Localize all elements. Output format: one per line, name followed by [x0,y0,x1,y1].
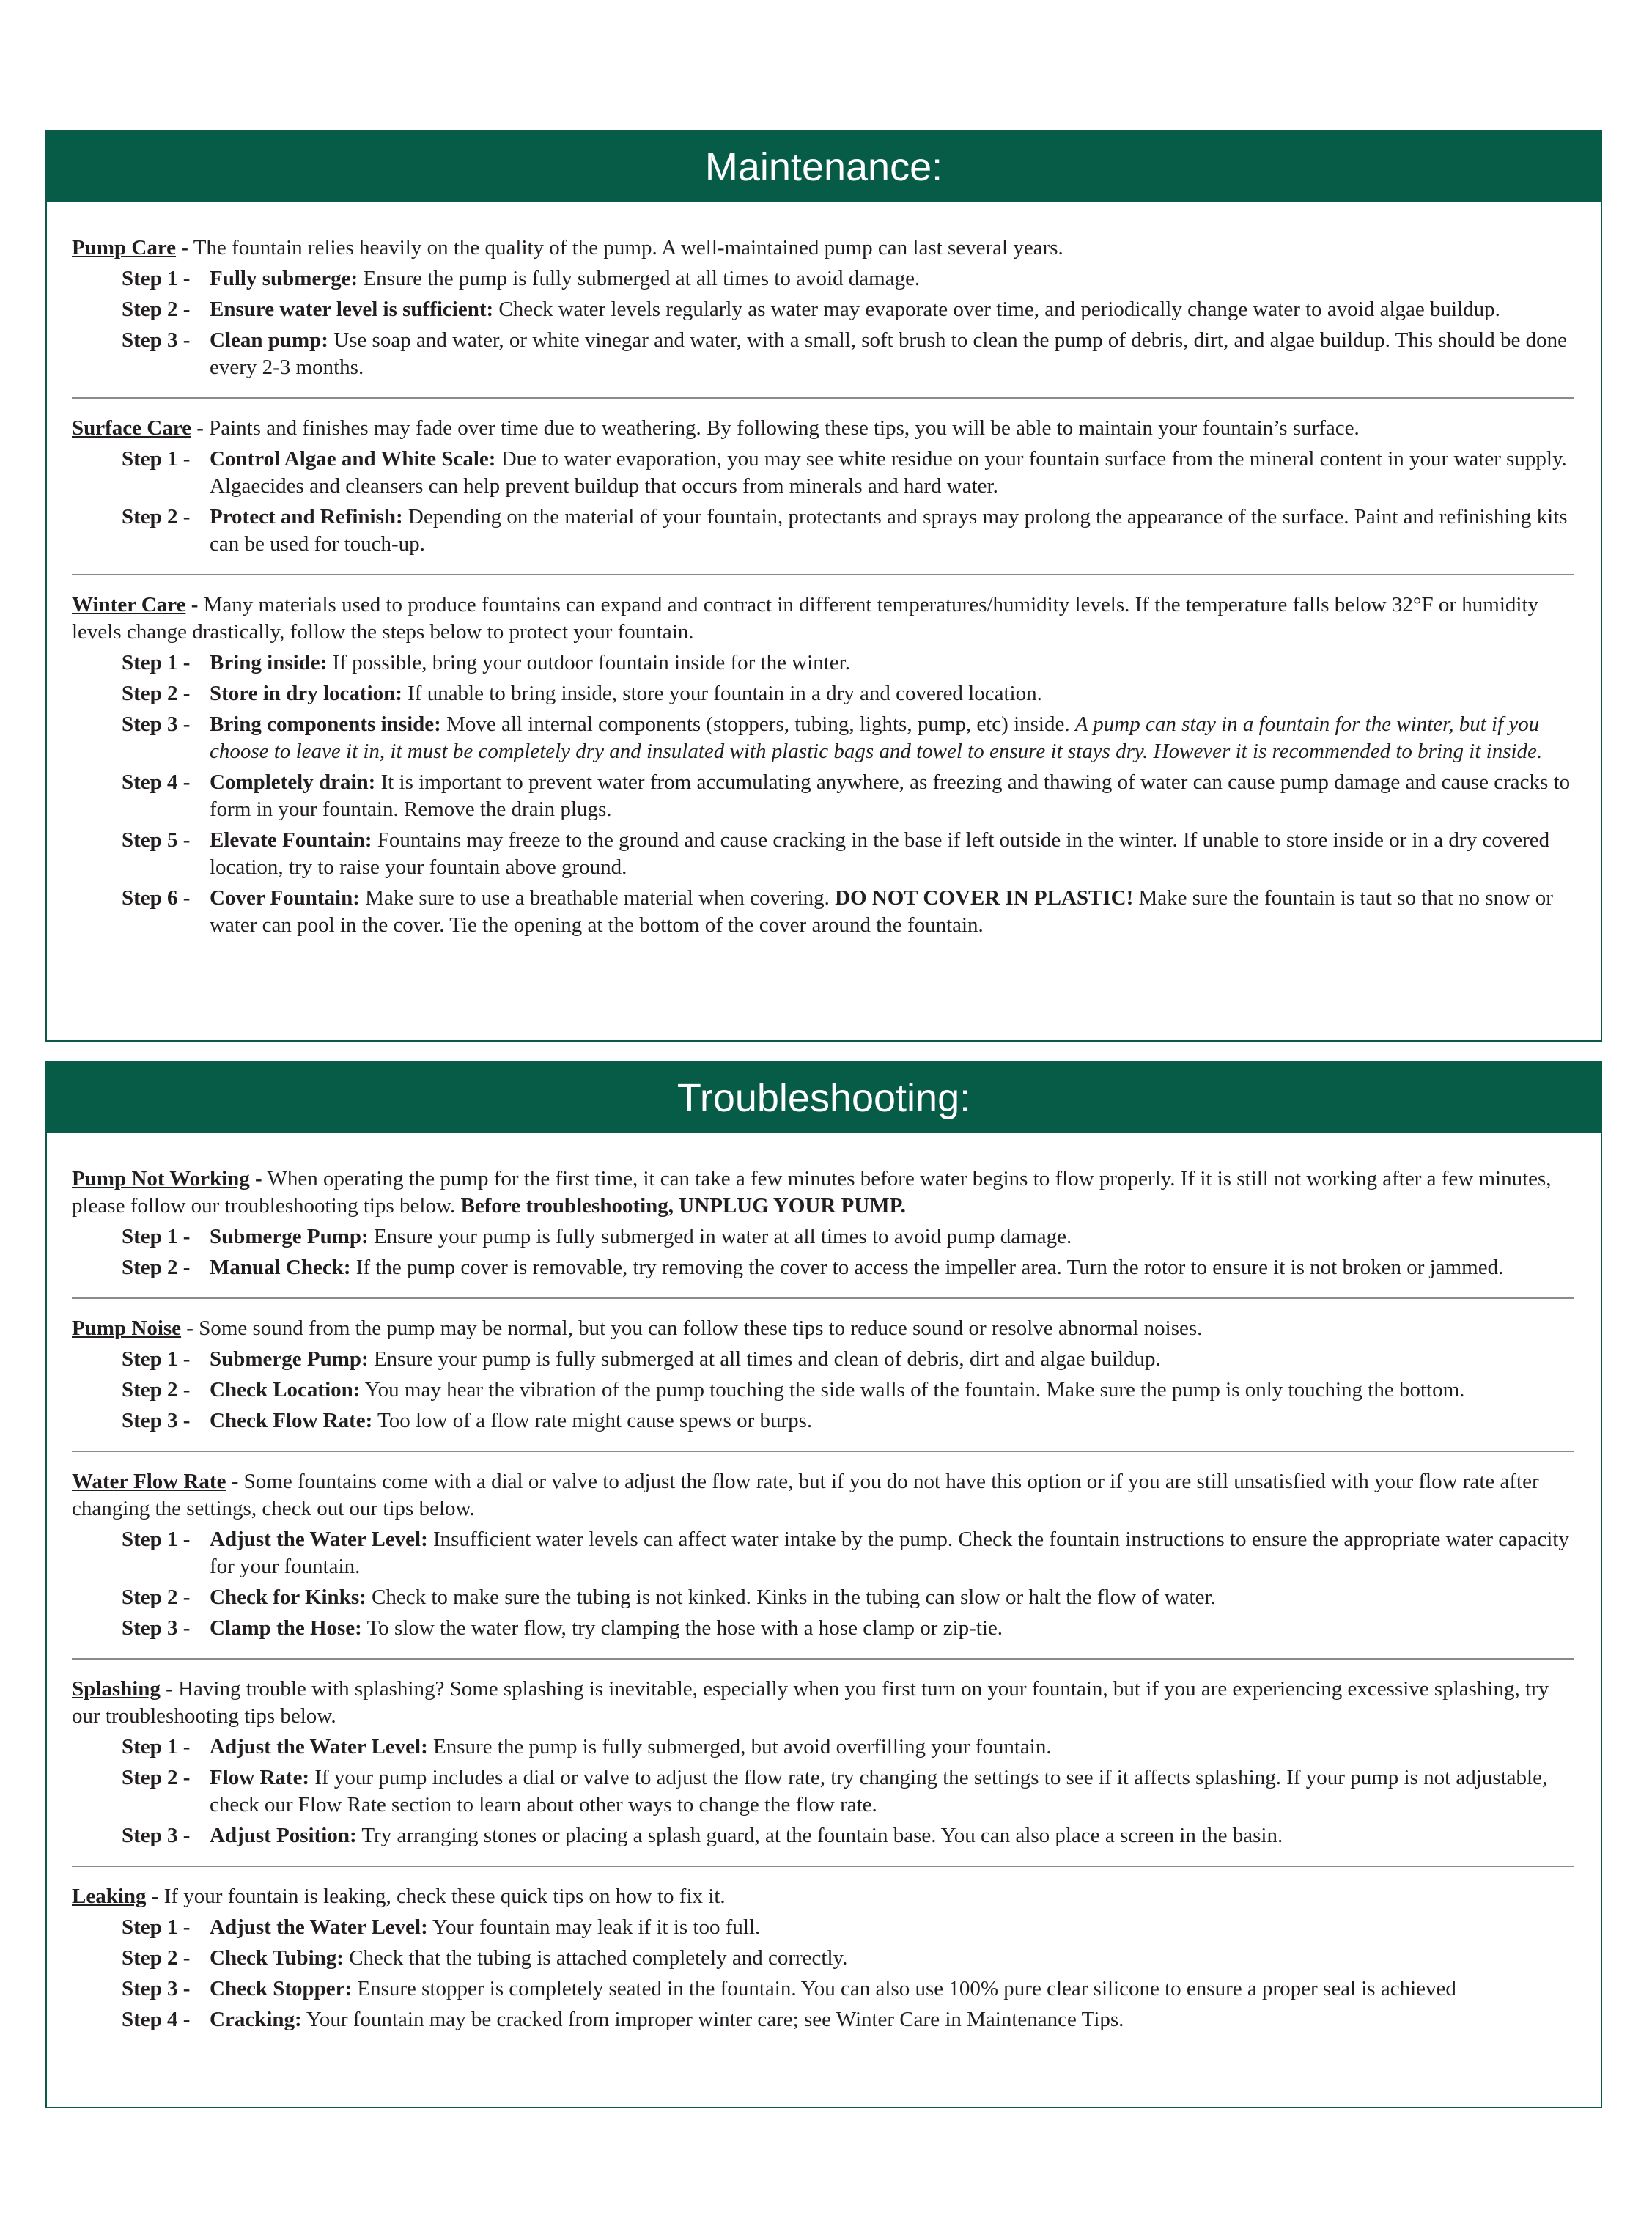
step-heading: Check for Kinks: [210,1586,366,1609]
step-text [210,711,1574,765]
section-intro [72,1166,1574,1220]
step-description: If unable to bring inside, store your fountain in a dry and covered location. [408,682,1042,705]
step-number: Step 3 - [122,1409,191,1432]
title-dash: - [166,1677,173,1701]
step-heading: Elevate Fountain: [210,828,372,852]
step-number: Step 1 - [122,1915,191,1939]
step-row [72,1346,1574,1373]
step-description: Too low of a flow rate might cause spews or burps. [377,1409,813,1432]
section [72,397,1574,574]
troubleshooting-header [47,1063,1601,1133]
step-number: Step 2 - [122,1946,191,1970]
step-number: Step 2 - [122,1586,191,1609]
step-number: Step 1 - [122,651,191,674]
title-dash: - [181,236,188,259]
step-text [210,327,1574,381]
step-text [210,1223,1574,1251]
step-row [72,446,1574,500]
maintenance-panel [45,130,1602,1042]
troubleshooting-title: Troubleshooting: [676,1076,971,1120]
maintenance-title: Maintenance: [704,145,943,189]
step-text [210,1734,1574,1761]
title-dash: - [191,593,199,616]
step-text [210,1584,1574,1611]
step-number: Step 1 - [122,447,191,471]
step-number: Step 3 - [122,1616,191,1640]
section-intro [72,415,1574,442]
section [72,1297,1574,1451]
step-row [72,649,1574,677]
step-text [210,504,1574,558]
section-intro-text: If your fountain is leaking, check these quick tips on how to fix it. [163,1885,726,1908]
step-number: Step 4 - [122,2008,191,2031]
section-intro [72,235,1574,262]
step-text [210,2006,1574,2033]
step-heading: Cover Fountain: [210,886,360,910]
step-description: Ensure the pump is fully submerged at all times to avoid damage. [363,267,921,290]
step-text [210,1615,1574,1642]
step-text [210,1976,1574,2003]
step-row [72,1254,1574,1281]
step-heading: Manual Check: [210,1256,351,1279]
step-description: It is important to prevent water from accumulating anywhere, as freezing and thawing of water can cause pump damage and cause cracks to form in your fountain. Remove the drain plugs. [210,770,1571,821]
step-description: Check that the tubing is attached completely and correctly. [349,1946,848,1970]
section-intro-text: Paints and finishes may fade over time due to weathering. By following these tips, you will be able to maintain your fountain’s surface. [209,416,1360,440]
step-description: Fountains may freeze to the ground and cause cracking in the base if left outside in the winter. If unable to store inside or in a dry covered location, try to raise your fountain above ground. [210,828,1550,879]
step-description: Depending on the material of your fountain, protectants and sprays may prolong the appearance of the surface. Paint and refinishing kits can be used for touch-up. [210,505,1568,556]
section-intro-text: Having trouble with splashing? Some splashing is inevitable, especially when you first turn on your fountain, but if you are experiencing excessive splashing, try our troubleshooting tips below. [72,1677,1549,1728]
section [72,1866,1574,2050]
step-text [210,446,1574,500]
step-text [210,296,1574,323]
step-description: If possible, bring your outdoor fountain inside for the winter. [332,651,850,674]
step-description: Due to water evaporation, you may see white residue on your fountain surface from the mineral content in your water supply. Algaecides and cleansers can help prevent buildup that occurs from minerals and hard water. [210,447,1567,498]
step-text [210,1945,1574,1972]
step-number: Step 1 - [122,1225,191,1248]
step-heading: Adjust the Water Level: [210,1735,428,1759]
section-intro [72,1315,1574,1342]
step-number: Step 2 - [122,298,191,321]
step-heading: Store in dry location: [210,682,402,705]
section-intro-text: Some sound from the pump may be normal, but you can follow these tips to reduce sound or resolve abnormal noises. [199,1317,1203,1340]
step-heading: Completely drain: [210,770,376,794]
step-heading: Cracking: [210,2008,302,2031]
step-number: Step 1 - [122,1528,191,1551]
step-number: Step 3 - [122,1977,191,2000]
section-intro-text: Some fountains come with a dial or valve to adjust the flow rate, but if you do not have this option or if you are still unsatisfied with your flow rate after changing the settings, check out our tips below. [72,1470,1539,1520]
step-text [210,1914,1574,1941]
step-row [72,1407,1574,1435]
step-description: You may hear the vibration of the pump touching the side walls of the fountain. Make sure the pump is only touching the bottom. [364,1378,1465,1402]
troubleshooting-body [47,1133,1601,2107]
step-number: Step 2 - [122,682,191,705]
step-text [210,769,1574,823]
step-row [72,1914,1574,1941]
step-heading: Check Flow Rate: [210,1409,373,1432]
step-description: If the pump cover is removable, try removing the cover to access the impeller area. Turn the rotor to ensure it is not broken or jammed. [355,1256,1504,1279]
step-heading: Check Stopper: [210,1977,353,2000]
step-row [72,504,1574,558]
step-row [72,1377,1574,1404]
step-number: Step 6 - [122,886,191,910]
section-title: Water Flow Rate [72,1470,226,1493]
step-heading: Adjust Position: [210,1824,357,1847]
section-title: Winter Care [72,593,186,616]
title-dash: - [186,1317,193,1340]
step-number: Step 2 - [122,1256,191,1279]
step-text [210,827,1574,881]
step-text [210,1346,1574,1373]
step-heading: Check Location: [210,1378,361,1402]
step-row [72,827,1574,881]
title-dash: - [255,1167,262,1190]
step-description-tail: Make sure the fountain is taut so that no snow or water can pool in the cover. Tie the opening at the bottom of the cover around the fountain. [210,886,1553,937]
step-description: If your pump includes a dial or valve to adjust the flow rate, try changing the settings to see if it affects splashing. If your pump is not adjustable, check our Flow Rate section to learn about other ways to change the flow rate. [210,1766,1548,1816]
step-row [72,1945,1574,1972]
step-number: Step 3 - [122,1824,191,1847]
step-heading: Adjust the Water Level: [210,1915,428,1939]
section-intro [72,1468,1574,1522]
step-number: Step 3 - [122,713,191,736]
step-text [210,1526,1574,1580]
step-number: Step 3 - [122,328,191,352]
step-number: Step 5 - [122,828,191,852]
step-row [72,327,1574,381]
section [72,221,1574,397]
section-intro [72,1676,1574,1730]
step-description: Ensure the pump is fully submerged, but avoid overfilling your fountain. [433,1735,1052,1759]
step-number: Step 2 - [122,1766,191,1789]
section-intro-warning: Before troubleshooting, UNPLUG YOUR PUMP. [460,1194,906,1218]
step-description: Make sure to use a breathable material when covering. [365,886,830,910]
step-description: Try arranging stones or placing a splash guard, at the fountain base. You can also place a screen in the basin. [361,1824,1283,1847]
step-description: Use soap and water, or white vinegar and water, with a small, soft brush to clean the pump of debris, dirt, and algae buildup. This should be done every 2-3 months. [210,328,1567,379]
section-title: Leaking [72,1885,147,1908]
step-row [72,1584,1574,1611]
step-text [210,1407,1574,1435]
section-intro-text: When operating the pump for the first time, it can take a few minutes before water begins to flow properly. If it is still not working after a few minutes, please follow our troubleshooting tips below. [72,1167,1552,1218]
step-heading: Check Tubing: [210,1946,344,1970]
step-heading: Adjust the Water Level: [210,1528,428,1551]
step-text [210,1377,1574,1404]
step-description: Your fountain may be cracked from improper winter care; see Winter Care in Maintenance Tips. [306,2008,1124,2031]
step-row [72,1764,1574,1819]
step-row [72,1822,1574,1849]
section-intro [72,592,1574,646]
step-number: Step 1 - [122,1735,191,1759]
step-row [72,1223,1574,1251]
step-text [210,680,1574,707]
title-dash: - [151,1885,159,1908]
title-dash: - [196,416,204,440]
section-title: Surface Care [72,416,191,440]
step-heading: Clean pump: [210,328,328,352]
step-heading: Bring inside: [210,651,328,674]
step-heading: Ensure water level is sufficient: [210,298,494,321]
maintenance-header [47,132,1601,202]
title-dash: - [231,1470,239,1493]
step-heading: Clamp the Hose: [210,1616,362,1640]
section-intro-text: The fountain relies heavily on the quality of the pump. A well-maintained pump can last several years. [193,236,1063,259]
step-row [72,265,1574,292]
step-heading: Submerge Pump: [210,1225,369,1248]
step-description: To slow the water flow, try clamping the hose with a hose clamp or zip-tie. [366,1616,1003,1640]
step-row [72,1615,1574,1642]
step-text [210,649,1574,677]
step-description: Ensure stopper is completely seated in the fountain. You can also use 100% pure clear silicone to ensure a proper seal is achieved [357,1977,1456,2000]
step-heading: Fully submerge: [210,267,358,290]
step-heading: Protect and Refinish: [210,505,403,529]
step-text [210,885,1574,939]
section-title: Pump Care [72,236,177,259]
section-title: Pump Noise [72,1317,182,1340]
step-text [210,1254,1574,1281]
step-description: Your fountain may leak if it is too full. [432,1915,761,1939]
maintenance-body [47,202,1601,1040]
step-row [72,1526,1574,1580]
section-intro-text: Many materials used to produce fountains can expand and contract in different temperatures/humidity levels. If the temperature falls below 32°F or humidity levels change drastically, follow the steps below to protect your fountain. [72,593,1539,644]
step-row [72,711,1574,765]
troubleshooting-panel [45,1061,1602,2108]
step-number: Step 4 - [122,770,191,794]
step-note: A pump can stay in a fountain for the winter, but if you choose to leave it in, it must be completely dry and insulated with plastic bags and towel to ensure it stays dry. However it is recommended to bring it inside. [210,713,1543,763]
step-heading: Bring components inside: [210,713,441,736]
step-description: Check water levels regularly as water may evaporate over time, and periodically change water to avoid algae buildup. [498,298,1500,321]
step-text [210,265,1574,292]
step-heading: Flow Rate: [210,1766,310,1789]
step-row [72,885,1574,939]
section [72,1152,1574,1297]
step-description: Move all internal components (stoppers, tubing, lights, pump, etc) inside. [446,713,1070,736]
step-number: Step 2 - [122,1378,191,1402]
step-row [72,769,1574,823]
section-intro [72,1883,1574,1910]
step-row [72,680,1574,707]
section [72,1451,1574,1658]
step-row [72,1734,1574,1761]
section-title: Pump Not Working [72,1167,250,1190]
step-number: Step 2 - [122,505,191,529]
section [72,574,1574,955]
step-number: Step 1 - [122,1347,191,1371]
step-description: Insufficient water levels can affect water intake by the pump. Check the fountain instructions to ensure the appropriate water capacity for your fountain. [210,1528,1569,1578]
step-row [72,2006,1574,2033]
section [72,1658,1574,1866]
step-warning: DO NOT COVER IN PLASTIC! [835,886,1134,910]
step-description: Check to make sure the tubing is not kinked. Kinks in the tubing can slow or halt the flow of water. [372,1586,1216,1609]
step-row [72,296,1574,323]
section-title: Splashing [72,1677,161,1701]
step-heading: Submerge Pump: [210,1347,369,1371]
step-heading: Control Algae and White Scale: [210,447,496,471]
step-description: Ensure your pump is fully submerged in water at all times to avoid pump damage. [373,1225,1072,1248]
step-number: Step 1 - [122,267,191,290]
step-description: Ensure your pump is fully submerged at all times and clean of debris, dirt and algae buildup. [373,1347,1161,1371]
step-text [210,1822,1574,1849]
step-text [210,1764,1574,1819]
step-row [72,1976,1574,2003]
